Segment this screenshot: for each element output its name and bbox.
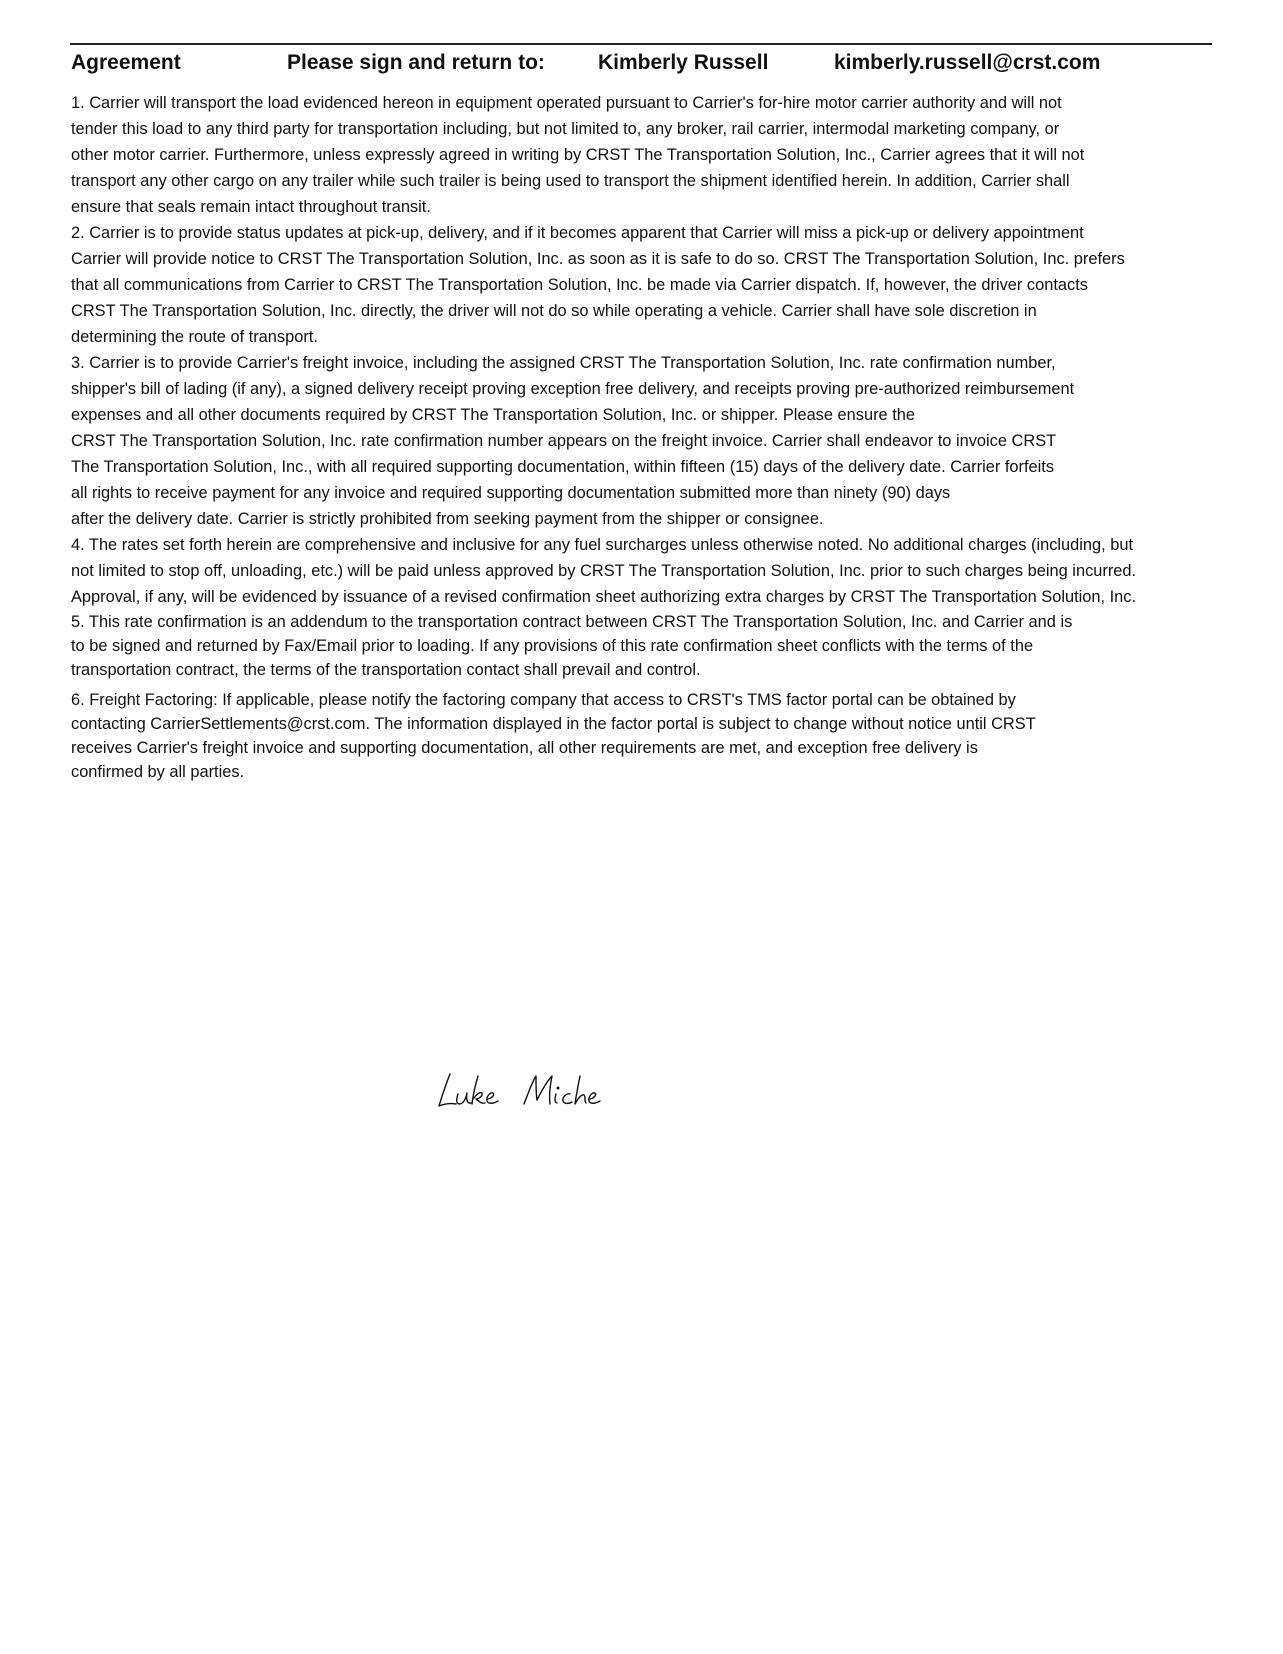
term-2: 2. Carrier is to provide status updates at pick-up, delivery, and if it becomes apparent that Carrier will miss a pick-up or delivery appointment Carrier will provide notice to CRST The Transportation Solution, Inc. as soon as it is safe to do so. CRST The Transportation Solution, Inc. prefers that all communications from Carrier to CRST The Transportation Solution, Inc. be made via Carrier dispatch. If, however, the driver contacts CRST The Transportation Solution, Inc. directly, the driver will not do so while operating a vehicle. Carrier shall have sole discretion in determining the route of transport.: [71, 224, 1125, 346]
agreement-header: [0, 50, 1283, 80]
agreement-title: Agreement: [71, 51, 181, 74]
top-divider: [70, 43, 1212, 45]
term-3: 3. Carrier is to provide Carrier's freight invoice, including the assigned CRST The Transportation Solution, Inc. rate confirmation number, shipper's bill of lading (if any), a signed delivery receipt proving exception free delivery, and receipts proving pre-authorized reimbursement expenses and all other documents required by CRST The Transportation Solution, Inc. or shipper. Please ensure the CRST The Transportation Solution, Inc. rate confirmation number appears on the freight invoice. Carrier shall endeavor to invoice CRST The Transportation Solution, Inc., with all required supporting documentation, within fifteen (15) days of the delivery date. Carrier forfeits all rights to receive payment for any invoice and required supporting documentation submitted more than ninety (90) days after the delivery date. Carrier is strictly prohibited from seeking payment from the shipper or consignee.: [71, 354, 1075, 528]
term-6: 6. Freight Factoring: If applicable, please notify the factoring company that access to CRST's TMS factor portal can be obtained by contacting CarrierSettlements@crst.com. The information displayed in the factor portal is subject to change without notice until CRST receives Carrier's freight invoice and supporting documentation, all other requirements are met, and exception free delivery is confirmed by all parties.: [71, 691, 1036, 781]
contact-name: Kimberly Russell: [598, 51, 769, 74]
term-4: 4. The rates set forth herein are comprehensive and inclusive for any fuel surcharges unless otherwise noted. No additional charges (including, but not limited to stop off, unloading, etc.) will be paid unless approved by CRST The Transportation Solution, Inc. prior to such charges being incurred. Approval, if any, will be evidenced by issuance of a revised confirmation sheet authorizing extra charges by CRST The Transportation Solution, Inc.: [71, 536, 1137, 606]
agreement-terms: [71, 90, 1221, 784]
return-instruction: Please sign and return to:: [287, 51, 545, 74]
handwritten-signature-icon: [436, 1066, 636, 1116]
term-1: 1. Carrier will transport the load evidenced hereon in equipment operated pursuant to Carrier's for-hire motor carrier authority and will not tender this load to any third party for transportation including, but not limited to, any broker, rail carrier, intermodal marketing company, or other motor carrier. Furthermore, unless expressly agreed in writing by CRST The Transportation Solution, Inc., Carrier agrees that it will not transport any other cargo on any trailer while such trailer is being used to transport the shipment identified herein. In addition, Carrier shall ensure that seals remain intact throughout transit.: [71, 94, 1085, 216]
contact-email: kimberly.russell@crst.com: [834, 51, 1101, 74]
term-5: 5. This rate confirmation is an addendum to the transportation contract between CRST The Transportation Solution, Inc. and Carrier and is to be signed and returned by Fax/Email prior to loading. If any provisions of this rate confirmation sheet conflicts with the terms of the transportation contract, the terms of the transportation contact shall prevail and control.: [71, 613, 1073, 679]
